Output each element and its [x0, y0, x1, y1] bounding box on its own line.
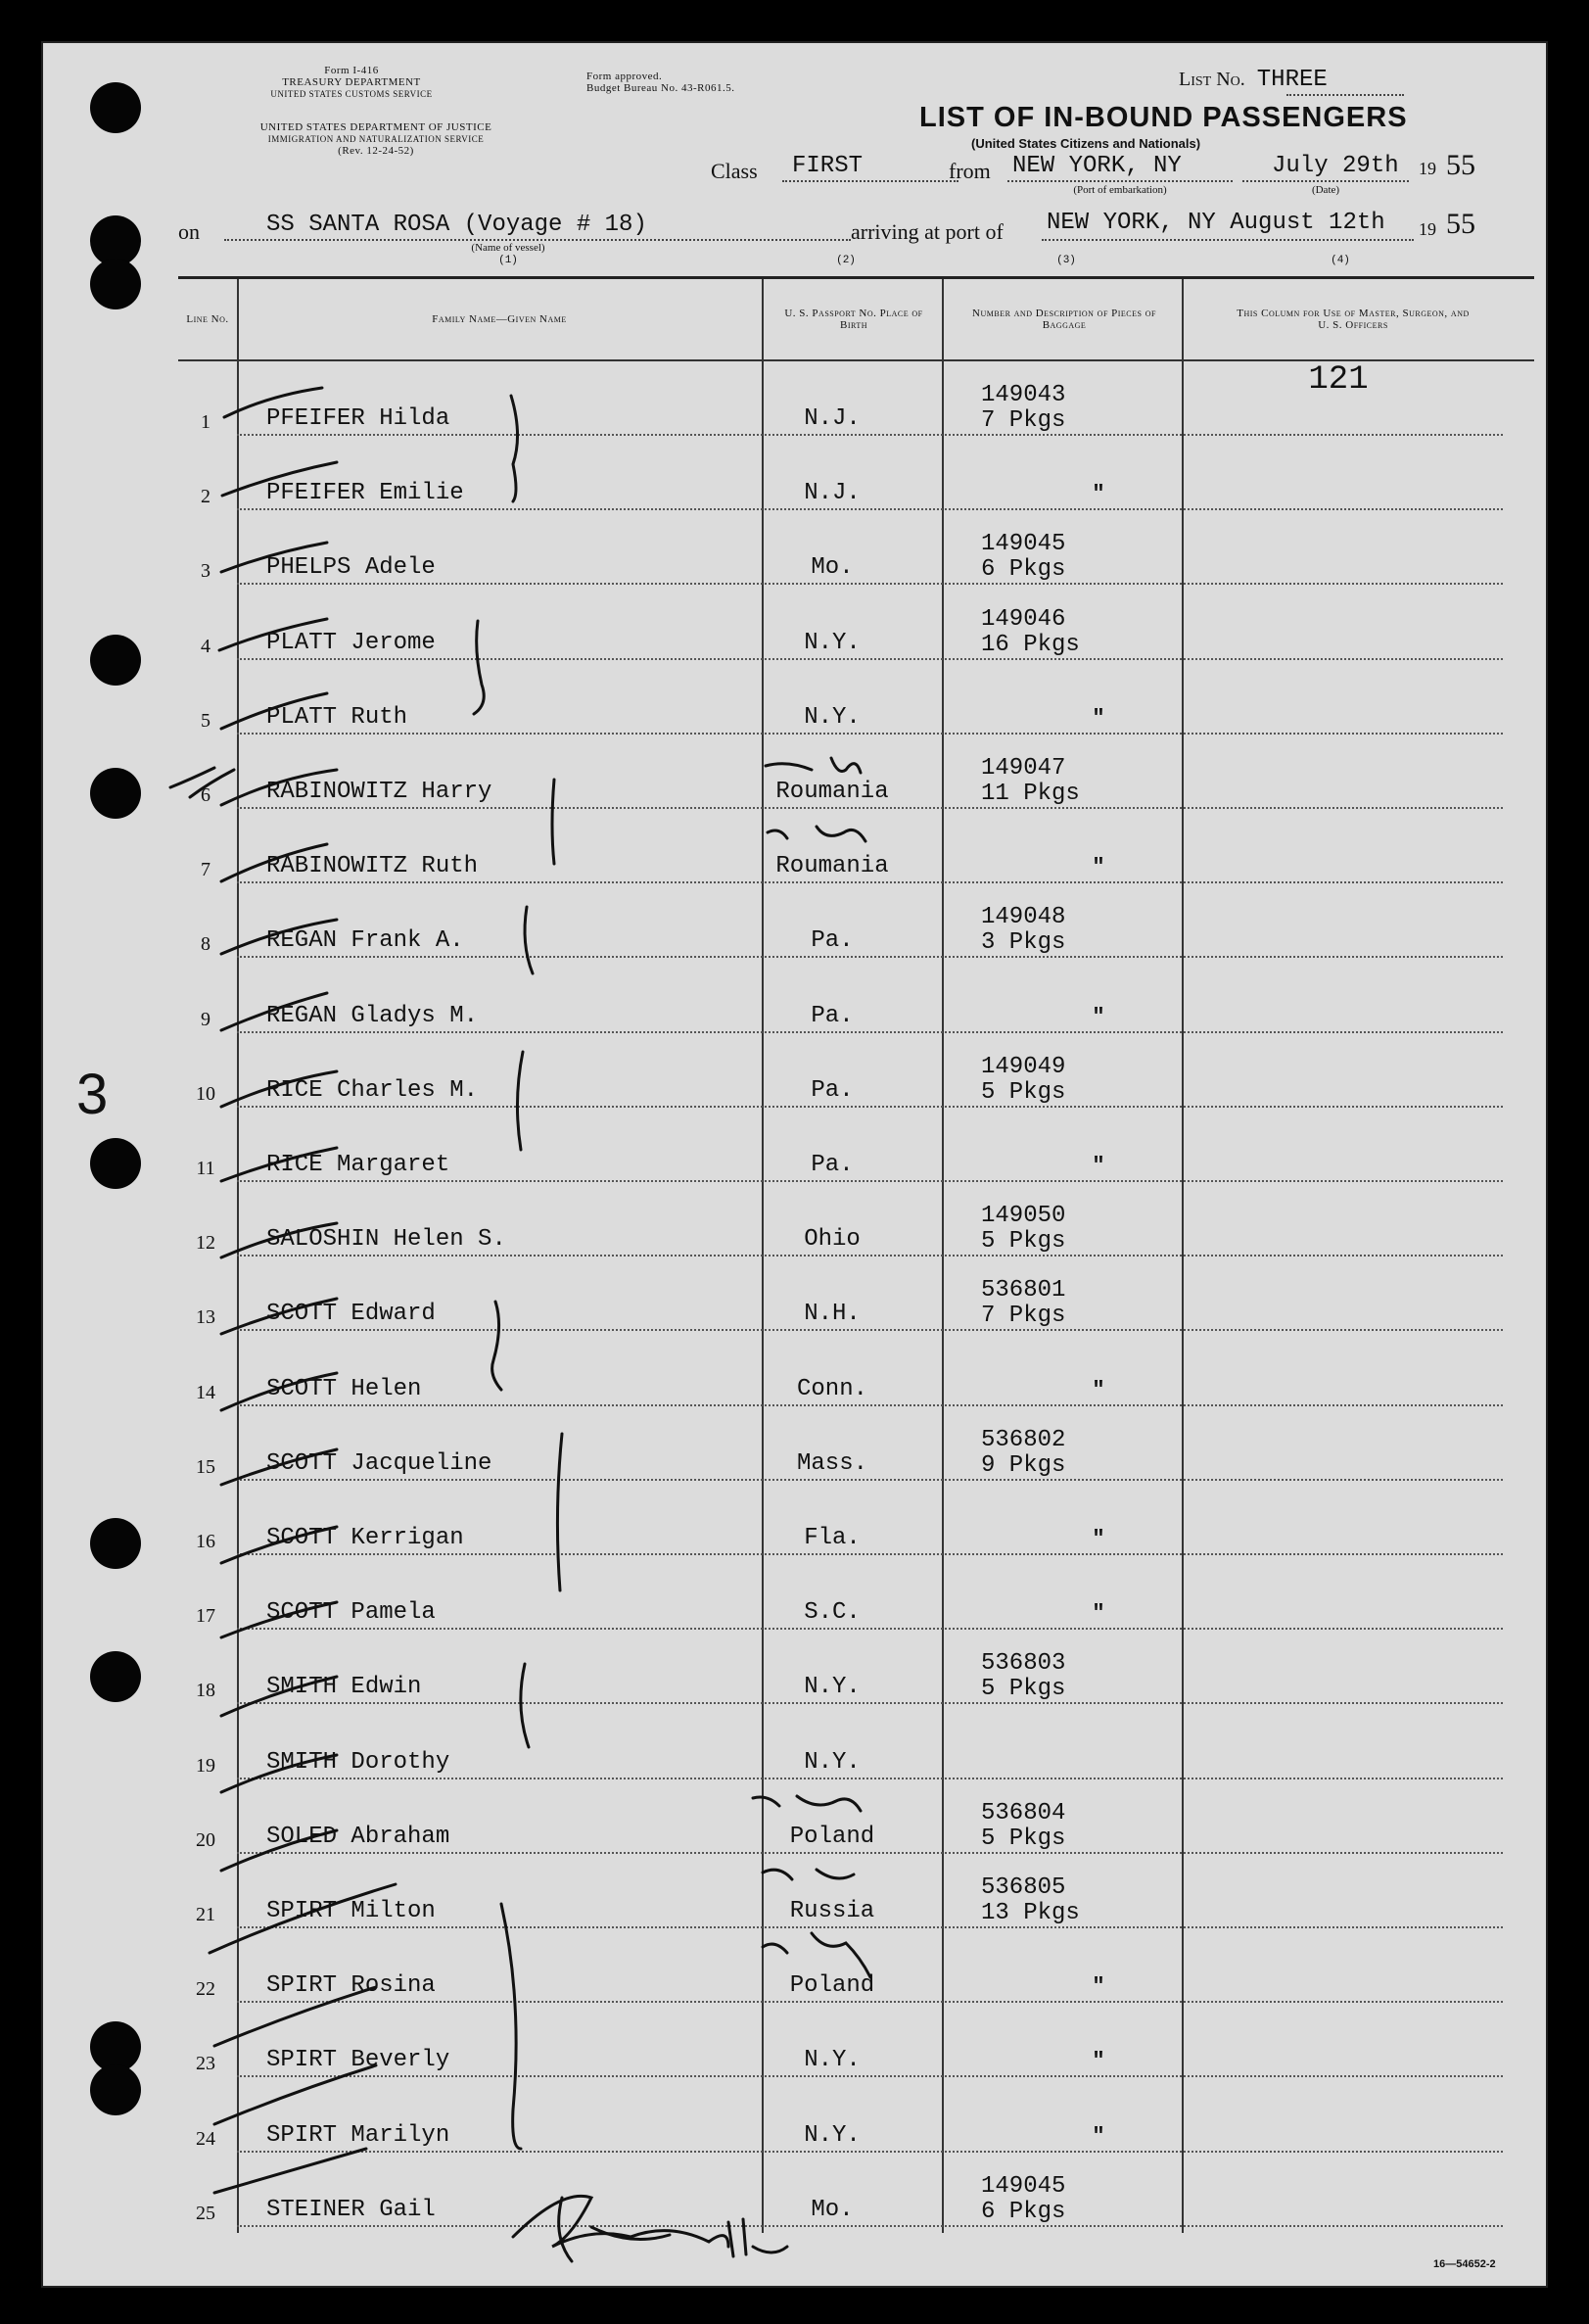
- baggage-description: 7 Pkgs: [981, 1303, 1066, 1330]
- place-of-birth: Mass.: [796, 1449, 867, 1477]
- table-row: [178, 510, 1503, 585]
- table-row: [178, 809, 1503, 883]
- passenger-name: SPIRT Milton: [266, 1898, 436, 1924]
- place-of-birth: Conn.: [796, 1375, 867, 1402]
- baggage-cell: [981, 1875, 1080, 1926]
- header-passport: U. S. Passport No. Place of Birth: [784, 308, 923, 331]
- baggage-number: 536804: [981, 1799, 1066, 1826]
- passenger-name: SMITH Edwin: [266, 1674, 422, 1701]
- table-row: [178, 361, 1503, 436]
- table-row: [178, 2003, 1503, 2077]
- binder-hole-5: [90, 768, 141, 819]
- passenger-name: SOLED Abraham: [266, 1823, 450, 1850]
- table-row: [178, 1481, 1503, 1555]
- baggage-number: 536803: [981, 1650, 1066, 1678]
- table-row: [178, 1928, 1503, 2003]
- baggage-number: 149043: [981, 382, 1066, 408]
- date-caption: (Date): [1311, 184, 1340, 196]
- passenger-name: SALOSHIN Helen S.: [266, 1226, 506, 1254]
- baggage-cell: [981, 756, 1080, 807]
- place-of-birth: N.Y.: [804, 2047, 861, 2074]
- place-of-birth: N.Y.: [804, 2121, 861, 2149]
- table-row: [178, 436, 1503, 510]
- ditto-mark: ": [1092, 705, 1105, 731]
- place-of-birth: N.J.: [804, 480, 861, 507]
- baggage-cell: [981, 1204, 1065, 1255]
- table-row: [178, 2078, 1503, 2153]
- table-row: [178, 1630, 1503, 1704]
- form-number-block: [239, 65, 464, 100]
- table-row: [178, 1182, 1503, 1257]
- place-of-birth: Roumania: [775, 853, 889, 880]
- place-of-birth: Ohio: [804, 1226, 861, 1254]
- baggage-number: 149047: [981, 755, 1066, 782]
- baggage-description: 6 Pkgs: [981, 2198, 1066, 2225]
- baggage-number: 149048: [981, 904, 1066, 931]
- ditto-mark: ": [1092, 1527, 1105, 1551]
- justice-block: [170, 121, 582, 157]
- justice-line-3: (Rev. 12-24-52): [338, 145, 414, 157]
- line-number: 20: [196, 1828, 215, 1851]
- class-value: FIRST: [792, 153, 864, 179]
- passenger-name: SCOTT Helen: [266, 1375, 422, 1402]
- header-line-no: Line No.: [186, 313, 229, 325]
- form-line-1: Form I-416: [324, 65, 379, 76]
- on-label: on: [178, 219, 200, 244]
- table-row: [178, 660, 1503, 735]
- passenger-name: SCOTT Edward: [266, 1301, 436, 1328]
- list-number: [1179, 67, 1328, 93]
- line-number: 1: [201, 411, 210, 433]
- table-row: [178, 1705, 1503, 1779]
- form-line-2: TREASURY DEPARTMENT: [282, 76, 421, 88]
- table-row: [178, 586, 1503, 660]
- passenger-name: REGAN Frank A.: [266, 927, 464, 955]
- table-row: [178, 735, 1503, 809]
- baggage-description: 5 Pkgs: [981, 1078, 1066, 1106]
- place-of-birth: N.J.: [804, 405, 861, 432]
- line-number: 18: [196, 1680, 215, 1702]
- line-number: 3: [201, 560, 210, 583]
- line-number: 25: [196, 2202, 215, 2224]
- form-line-3: UNITED STATES CUSTOMS SERVICE: [270, 89, 433, 99]
- passenger-name: RICE Charles M.: [266, 1076, 479, 1104]
- line-number: 10: [196, 1082, 215, 1105]
- justice-line-2: IMMIGRATION AND NATURALIZATION SERVICE: [267, 134, 485, 144]
- header-name: Family Name—Given Name: [432, 313, 567, 325]
- footer-form-number: 16—54652-2: [1433, 2258, 1496, 2270]
- table-row: [178, 1033, 1503, 1108]
- baggage-number: 149045: [981, 531, 1066, 558]
- baggage-number: 149045: [981, 2172, 1066, 2200]
- baggage-cell: [981, 1428, 1065, 1479]
- table-row: [178, 1108, 1503, 1182]
- line-number: 12: [196, 1232, 215, 1255]
- line-number: 16: [196, 1531, 215, 1552]
- row-rule: [237, 2225, 1503, 2227]
- col-num-1: (1): [498, 255, 518, 266]
- passenger-name: SCOTT Kerrigan: [266, 1525, 464, 1551]
- passenger-name: PFEIFER Hilda: [266, 405, 450, 432]
- passenger-name: PLATT Ruth: [266, 703, 408, 731]
- baggage-number: 536801: [981, 1277, 1066, 1304]
- binder-hole-1: [90, 82, 141, 133]
- line-number: 14: [196, 1381, 215, 1403]
- line-number: 8: [201, 933, 210, 956]
- class-underline: [782, 180, 958, 182]
- line-number: 6: [201, 784, 210, 806]
- place-of-birth: Pa.: [811, 927, 854, 955]
- margin-note: 3: [76, 1063, 109, 1126]
- passenger-name: SPIRT Rosina: [266, 1972, 436, 2000]
- baggage-cell: [981, 1651, 1065, 1702]
- passenger-name: RABINOWITZ Ruth: [266, 853, 479, 880]
- ditto-mark: ": [1092, 1974, 1105, 2000]
- baggage-number: 149046: [981, 605, 1066, 633]
- baggage-number: 536802: [981, 1426, 1066, 1453]
- baggage-number: 149050: [981, 1203, 1066, 1230]
- passenger-name: REGAN Gladys M.: [266, 1002, 479, 1029]
- arrival-value: NEW YORK, NY August 12th: [1047, 210, 1385, 236]
- line-number: 17: [196, 1605, 215, 1628]
- arrival-underline: [1042, 239, 1414, 241]
- baggage-cell: [981, 905, 1065, 956]
- baggage-cell: [981, 2174, 1065, 2225]
- place-of-birth: N.Y.: [804, 1674, 861, 1701]
- line-number: 4: [201, 635, 210, 657]
- line-number: 22: [196, 1978, 215, 2001]
- approval-line-1: Form approved.: [586, 71, 663, 82]
- baggage-cell: [981, 1055, 1065, 1106]
- place-of-birth: Mo.: [811, 554, 854, 582]
- baggage-description: 16 Pkgs: [981, 631, 1080, 658]
- baggage-cell: [981, 532, 1065, 583]
- line-number: 2: [201, 486, 210, 508]
- baggage-description: 5 Pkgs: [981, 1825, 1066, 1852]
- passenger-name: RABINOWITZ Harry: [266, 779, 492, 805]
- baggage-cell: [981, 607, 1080, 658]
- passenger-name: SCOTT Pamela: [266, 1599, 436, 1627]
- vessel-underline: [224, 239, 851, 241]
- approval-line-2: Budget Bureau No. 43-R061.5.: [586, 82, 735, 94]
- table-row: [178, 1779, 1503, 1854]
- passenger-name: PLATT Jerome: [266, 629, 436, 656]
- arrival-year-value: 55: [1446, 208, 1475, 240]
- ditto-mark: ": [1092, 2049, 1105, 2074]
- passenger-name: RICE Margaret: [266, 1152, 450, 1178]
- table-row: [178, 959, 1503, 1033]
- line-number: 9: [201, 1008, 210, 1030]
- place-of-birth: N.H.: [804, 1301, 861, 1328]
- list-no-value: THREE: [1256, 67, 1328, 93]
- ditto-mark: ": [1092, 2123, 1105, 2149]
- place-of-birth: N.Y.: [804, 703, 861, 731]
- baggage-description: 9 Pkgs: [981, 1451, 1066, 1479]
- place-of-birth: Pa.: [811, 1002, 854, 1029]
- ditto-mark: ": [1092, 1377, 1105, 1402]
- passenger-table: [178, 276, 1534, 2233]
- ditto-mark: ": [1092, 482, 1105, 507]
- passenger-name: PHELPS Adele: [266, 554, 436, 582]
- place-of-birth: Poland: [789, 1823, 875, 1850]
- place-of-birth: Pa.: [811, 1152, 854, 1178]
- table-row: [178, 1555, 1503, 1630]
- date-underline: [1242, 180, 1409, 182]
- list-no-underline: [1286, 94, 1404, 96]
- place-of-birth: N.Y.: [804, 1748, 861, 1776]
- year-value: 55: [1446, 149, 1475, 181]
- col-num-3: (3): [1056, 255, 1076, 266]
- class-label: Class: [711, 159, 758, 183]
- line-number: 24: [196, 2127, 215, 2150]
- table-row: [178, 1257, 1503, 1331]
- line-number: 19: [196, 1754, 215, 1777]
- ditto-mark: ": [1092, 855, 1105, 880]
- header-baggage: Number and Description of Pieces of Baggage: [972, 308, 1156, 331]
- line-number: 7: [201, 859, 210, 881]
- place-of-birth: S.C.: [804, 1599, 861, 1627]
- ditto-mark: ": [1092, 1004, 1105, 1029]
- passenger-name: SMITH Dorothy: [266, 1748, 450, 1776]
- binder-hole-3: [90, 259, 141, 309]
- page-title: LIST OF IN-BOUND PASSENGERS: [919, 102, 1408, 133]
- year-prefix: 19: [1419, 159, 1436, 178]
- page-subtitle: (United States Citizens and Nationals): [971, 136, 1201, 151]
- passenger-name: SPIRT Beverly: [266, 2047, 450, 2074]
- ditto-mark: ": [1092, 1154, 1105, 1178]
- passenger-name: PFEIFER Emilie: [266, 480, 464, 507]
- officer-note: 121: [1308, 361, 1369, 399]
- baggage-description: 5 Pkgs: [981, 1228, 1066, 1256]
- place-of-birth: Pa.: [811, 1076, 854, 1104]
- binder-hole-8: [90, 1651, 141, 1702]
- binder-hole-6: [90, 1138, 141, 1189]
- from-label: from: [949, 159, 991, 183]
- binder-hole-7: [90, 1518, 141, 1569]
- approval-block: [586, 71, 812, 94]
- from-underline: [1007, 180, 1233, 182]
- header-officers: This Column for Use of Master, Surgeon, and U. S. Officers: [1237, 308, 1470, 331]
- arriving-label: arriving at port of: [851, 219, 1004, 244]
- from-value: NEW YORK, NY: [1012, 153, 1182, 179]
- vessel-caption: (Name of vessel): [471, 242, 545, 254]
- passenger-name: SPIRT Marilyn: [266, 2121, 450, 2149]
- passenger-name: STEINER Gail: [266, 2196, 436, 2223]
- col-num-2: (2): [836, 255, 856, 266]
- line-number: 15: [196, 1455, 215, 1478]
- binder-hole-4: [90, 635, 141, 686]
- baggage-description: 7 Pkgs: [981, 407, 1066, 434]
- baggage-number: 149049: [981, 1053, 1066, 1080]
- baggage-description: 13 Pkgs: [981, 1900, 1080, 1926]
- line-number: 11: [196, 1158, 215, 1179]
- port-caption: (Port of embarkation): [1073, 184, 1167, 196]
- line-number: 13: [196, 1306, 215, 1329]
- baggage-cell: [981, 1278, 1065, 1329]
- table-row: [178, 1406, 1503, 1481]
- manifest-sheet: [41, 41, 1548, 2288]
- line-number: 5: [201, 709, 210, 732]
- line-number: 21: [196, 1904, 215, 1925]
- list-no-label: List No.: [1179, 69, 1245, 90]
- arrival-year-prefix: 19: [1419, 219, 1436, 239]
- ditto-mark: ": [1092, 1601, 1105, 1627]
- baggage-number: 536805: [981, 1874, 1066, 1901]
- place-of-birth: Fla.: [804, 1525, 861, 1551]
- place-of-birth: Russia: [789, 1898, 875, 1924]
- col-num-4: (4): [1331, 255, 1350, 266]
- baggage-description: 5 Pkgs: [981, 1676, 1066, 1703]
- binder-hole-10: [90, 2064, 141, 2115]
- baggage-description: 3 Pkgs: [981, 929, 1066, 957]
- baggage-description: 6 Pkgs: [981, 556, 1066, 584]
- baggage-cell: [981, 383, 1065, 434]
- table-row: [178, 2153, 1503, 2227]
- justice-line-1: UNITED STATES DEPARTMENT OF JUSTICE: [259, 121, 492, 133]
- passenger-name: SCOTT Jacqueline: [266, 1449, 492, 1477]
- place-of-birth: Roumania: [775, 779, 889, 805]
- table-row: [178, 1332, 1503, 1406]
- table-row: [178, 1854, 1503, 1928]
- line-number: 23: [196, 2053, 215, 2075]
- place-of-birth: Poland: [789, 1972, 875, 2000]
- baggage-cell: [981, 1801, 1065, 1852]
- baggage-description: 11 Pkgs: [981, 781, 1080, 807]
- table-row: [178, 883, 1503, 958]
- place-of-birth: Mo.: [811, 2196, 854, 2223]
- vessel-value: SS SANTA ROSA (Voyage # 18): [266, 212, 647, 238]
- date-value: July 29th: [1272, 153, 1399, 179]
- place-of-birth: N.Y.: [804, 629, 861, 656]
